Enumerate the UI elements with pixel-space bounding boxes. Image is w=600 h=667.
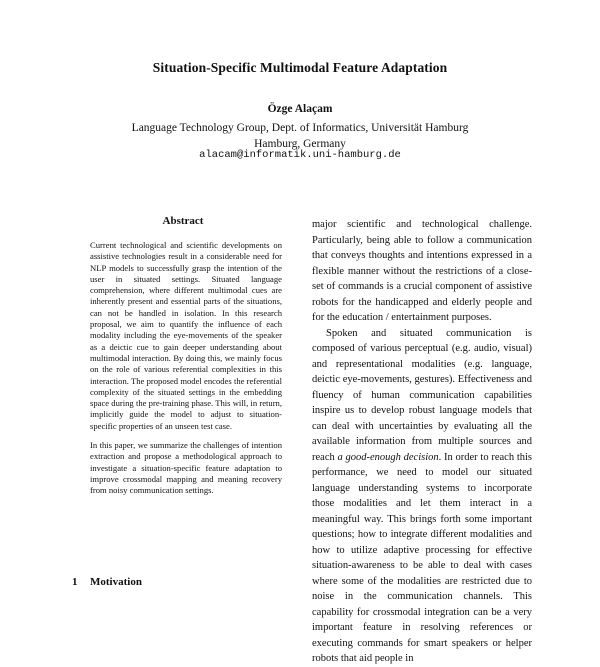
author-name: Özge Alaçam (267, 103, 333, 115)
section-number: 1 (72, 576, 78, 588)
section-title: Motivation (90, 576, 142, 588)
body-paragraph-2-part-2: . In order to reach this performance, we need to model our situated language understanding systems to incorporate those modalities and let them interact in a meaningful way. This brings forth some important questions; how to integrate different modalities and how to utilize adaptive processing for effective situation-awareness to be able to deal with cases where some of the modalities are restricted due to noise in the communication channels. This capability for crossmodal integration can be a very important feature in resolving references or executing commands for smart speakers or helper robots that aid people in (312, 451, 532, 664)
affiliation-line-1: Language Technology Group, Dept. of Informatics, Universität Hamburg (131, 122, 469, 134)
affiliation-line-2: Hamburg, Germany (254, 138, 346, 150)
abstract-paragraph-2: In this paper, we summarize the challenges of intention extraction and propose a methodological approach to investigate a situation-specific feature adaptation to improve crossmodal mapping and meaning recovery from noisy communication settings. (90, 440, 282, 496)
body-paragraph-2-emphasis: a good-enough decision (337, 451, 439, 463)
abstract-body (90, 240, 282, 497)
affiliation (0, 120, 600, 152)
paper-title: Situation-Specific Multimodal Feature Adaptation (152, 60, 448, 75)
body-paragraph-2-part-1: Spoken and situated communication is composed of various perceptual (e.g. audio, visual) and representational modalities (e.g. language, deictic eye-movements, gestures). Effectiveness and fluency of human communication capabilities inspire us to develop robust language models that can deal with uncertainties by evaluating all the available information from multiple sources and reach (312, 327, 532, 463)
author-email[interactable]: alacam@informatik.uni-hamburg.de (199, 149, 401, 161)
body-paragraph-2 (312, 326, 532, 667)
abstract-paragraph-1: Current technological and scientific developments on assistive technologies result in a considerable need for NLP models to successfully grasp the intention of the user in situated settings. Situated language comprehension, where different multimodal cues are inherently present and essential parts of the situations, can not be handled in isolation. In this research proposal, we aim to quantify the influence of each modality including the eye-movements of the speaker as a deictic cue to gain deeper understanding about multimodal interaction. By doing this, we mainly focus on the role of various referential complexities in this interaction. The proposed model encodes the referential complexity of the situated settings in the embedding space during the pre-training phase. This will, in return, implicitly guide the model to adjust to situation-specific properties of an unseen test case. (90, 240, 282, 431)
body-paragraph-1: major scientific and technological challenge. Particularly, being able to follow a communication that conveys thoughts and intentions expressed in a flexible manner without the restrictions of a close-set of commands is a crucial component of assistive robots for the handicapped and elderly people and for the education / entertainment purposes. (312, 219, 532, 323)
section-heading-motivation (72, 576, 142, 588)
abstract-heading: Abstract (162, 215, 204, 227)
right-column-body (312, 217, 532, 667)
